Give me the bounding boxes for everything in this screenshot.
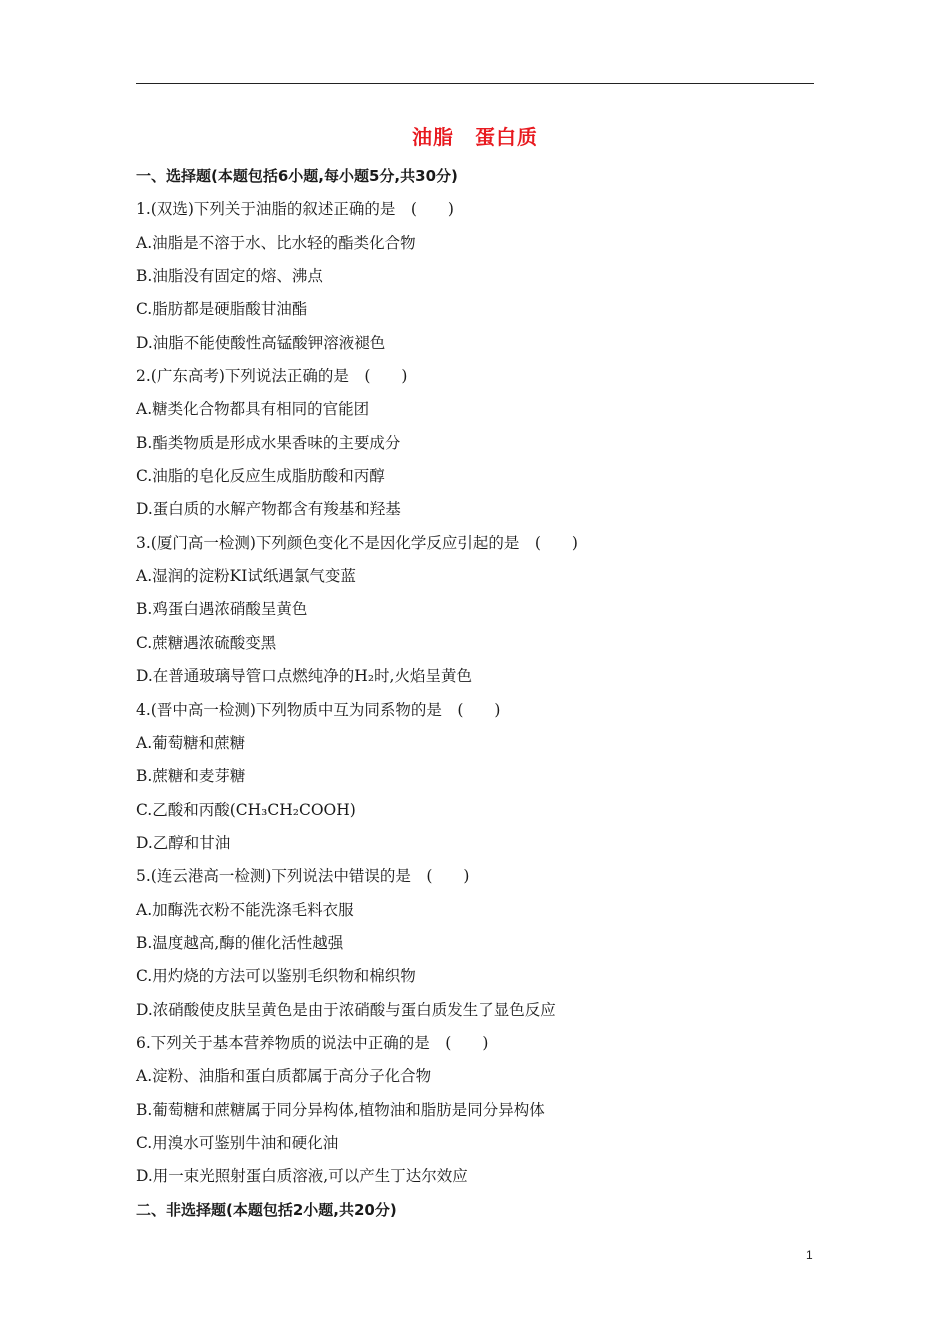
answer-option: D.在普通玻璃导管口点燃纯净的H₂时,火焰呈黄色 <box>136 667 472 686</box>
answer-option: A.湿润的淀粉KI试纸遇氯气变蓝 <box>136 567 356 586</box>
header-rule <box>136 83 814 84</box>
answer-option: B.油脂没有固定的熔、沸点 <box>136 267 323 286</box>
section-heading: 二、非选择题(本题包括2小题,共20分) <box>136 1200 397 1219</box>
answer-option: C.用灼烧的方法可以鉴别毛织物和棉织物 <box>136 967 416 986</box>
answer-option: A.葡萄糖和蔗糖 <box>136 733 246 752</box>
answer-option: D.浓硝酸使皮肤呈黄色是由于浓硝酸与蛋白质发生了显色反应 <box>136 1000 556 1019</box>
answer-option: B.鸡蛋白遇浓硝酸呈黄色 <box>136 600 308 619</box>
answer-option: B.葡萄糖和蔗糖属于同分异构体,植物油和脂肪是同分异构体 <box>136 1100 545 1119</box>
answer-option: B.酯类物质是形成水果香味的主要成分 <box>136 433 401 452</box>
answer-option: D.用一束光照射蛋白质溶液,可以产生丁达尔效应 <box>136 1167 468 1186</box>
answer-option: A.淀粉、油脂和蛋白质都属于高分子化合物 <box>136 1067 432 1086</box>
answer-option: C.蔗糖遇浓硫酸变黑 <box>136 633 277 652</box>
answer-option: C.油脂的皂化反应生成脂肪酸和丙醇 <box>136 467 385 486</box>
answer-option: C.脂肪都是硬脂酸甘油酯 <box>136 300 308 319</box>
page-title: 油脂 蛋白质 <box>412 125 538 149</box>
question-stem: 4.(晋中高一检测)下列物质中互为同系物的是 ( ) <box>136 700 501 719</box>
question-stem: 5.(连云港高一检测)下列说法中错误的是 ( ) <box>136 867 470 886</box>
page-number: 1 <box>806 1248 813 1262</box>
answer-option: D.油脂不能使酸性高锰酸钾溶液褪色 <box>136 333 386 352</box>
question-stem: 1.(双选)下列关于油脂的叙述正确的是 ( ) <box>136 200 454 219</box>
section-heading: 一、选择题(本题包括6小题,每小题5分,共30分) <box>136 167 458 185</box>
answer-option: B.蔗糖和麦芽糖 <box>136 767 246 786</box>
answer-option: A.加酶洗衣粉不能洗涤毛料衣服 <box>136 900 354 919</box>
answer-option: C.用溴水可鉴别牛油和硬化油 <box>136 1133 339 1152</box>
answer-option: C.乙酸和丙酸(CH₃CH₂COOH) <box>136 800 356 819</box>
answer-option: D.蛋白质的水解产物都含有羧基和羟基 <box>136 500 401 519</box>
question-stem: 2.(广东高考)下列说法正确的是 ( ) <box>136 367 408 386</box>
answer-option: A.糖类化合物都具有相同的官能团 <box>136 400 370 419</box>
document-body <box>136 160 816 1227</box>
question-stem: 6.下列关于基本营养物质的说法中正确的是 ( ) <box>136 1033 489 1052</box>
answer-option: B.温度越高,酶的催化活性越强 <box>136 933 344 952</box>
question-stem: 3.(厦门高一检测)下列颜色变化不是因化学反应引起的是 ( ) <box>136 533 578 552</box>
answer-option: D.乙醇和甘油 <box>136 833 231 852</box>
answer-option: A.油脂是不溶于水、比水轻的酯类化合物 <box>136 233 416 252</box>
